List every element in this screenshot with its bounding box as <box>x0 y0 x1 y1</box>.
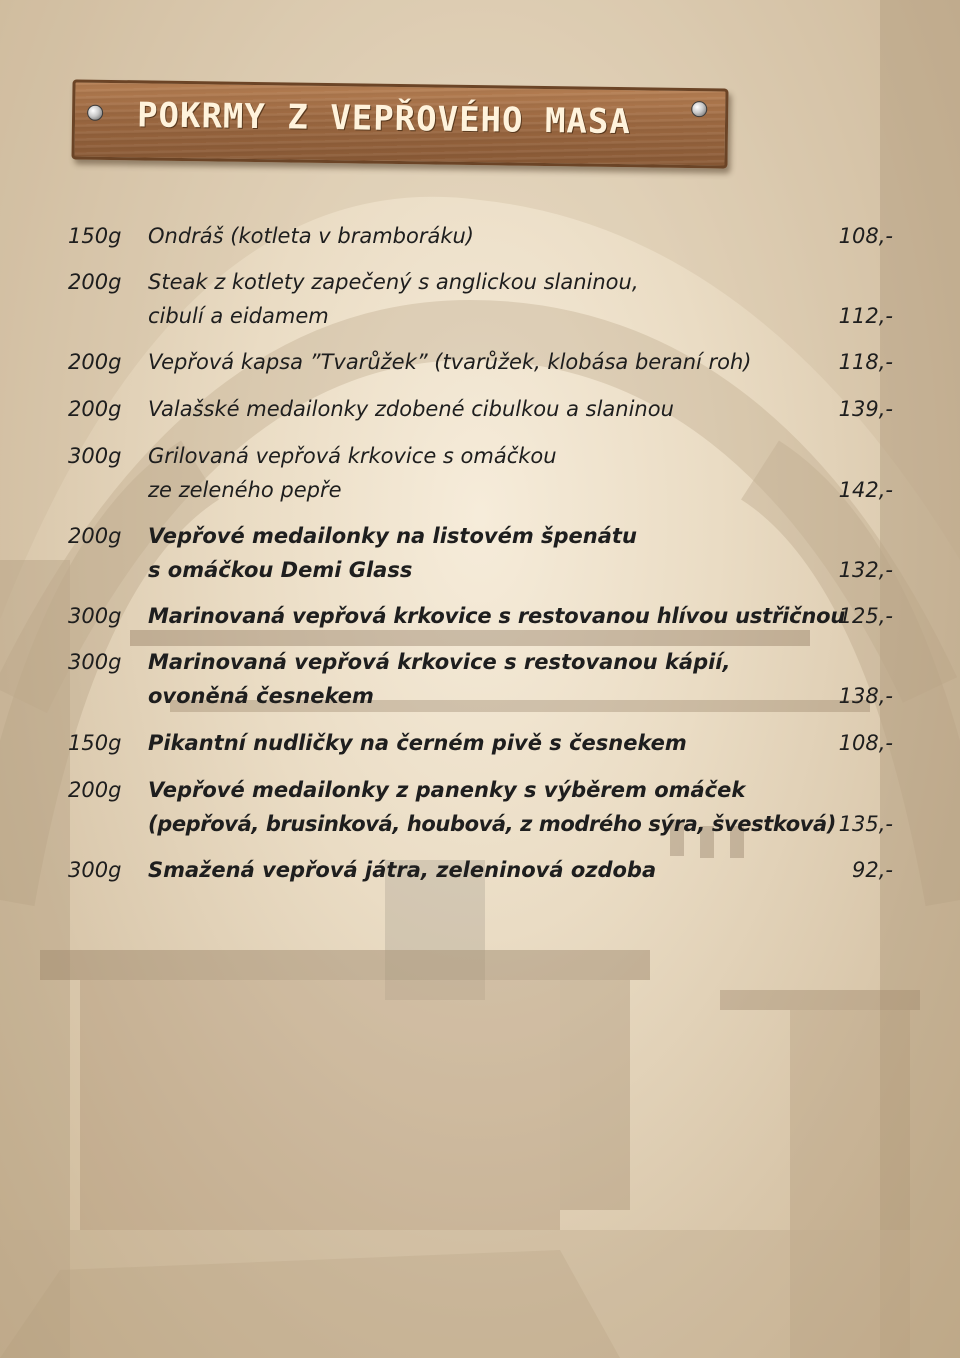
item-name: Marinovaná vepřová krkovice s restovanou kápií, <box>148 650 731 674</box>
item-name: Steak z kotlety zapečený s anglickou slaninou, <box>148 270 639 294</box>
item-price: 132,- <box>838 558 893 582</box>
item-name: Grilovaná vepřová krkovice s omáčkou <box>148 444 557 468</box>
item-name: Pikantní nudličky na černém pivě s česnekem <box>148 731 687 755</box>
item-name: Marinovaná vepřová krkovice s restovanou hlívou ustřičnou <box>148 604 846 628</box>
item-name-continued: ovoněná česnekem <box>148 684 374 708</box>
item-name: Vepřová kapsa ”Tvarůžek” (tvarůžek, klobása beraní roh) <box>148 350 752 374</box>
item-name: Smažená vepřová játra, zeleninová ozdoba <box>148 858 657 882</box>
item-name: Valašské medailonky zdobené cibulkou a slaninou <box>148 397 674 421</box>
item-price: 138,- <box>838 684 893 708</box>
item-name-continued: s omáčkou Demi Glass <box>148 558 413 582</box>
item-name: Vepřové medailonky z panenky s výběrem omáček <box>148 778 746 802</box>
item-weight: 200g <box>68 778 122 802</box>
item-name-continued: ze zeleného pepře <box>148 478 342 502</box>
item-name: Vepřové medailonky na listovém špenátu <box>148 524 637 548</box>
item-price: 139,- <box>838 397 893 421</box>
item-price: 125,- <box>838 604 893 628</box>
nail-icon <box>87 105 103 121</box>
item-name: Ondráš (kotleta v bramboráku) <box>148 224 474 248</box>
item-weight: 200g <box>68 524 122 548</box>
item-weight: 300g <box>68 858 122 882</box>
item-price: 108,- <box>838 224 893 248</box>
item-weight: 300g <box>68 604 122 628</box>
item-price: 135,- <box>838 812 893 836</box>
item-name-continued: (pepřová, brusinková, houbová, z modrého sýra, švestková) <box>148 812 836 836</box>
item-price: 118,- <box>838 350 893 374</box>
item-price: 108,- <box>838 731 893 755</box>
item-weight: 150g <box>68 224 122 248</box>
item-weight: 150g <box>68 731 122 755</box>
item-weight: 200g <box>68 350 122 374</box>
nail-icon <box>691 101 707 117</box>
item-price: 112,- <box>838 304 893 328</box>
item-weight: 300g <box>68 650 122 674</box>
item-weight: 300g <box>68 444 122 468</box>
item-name-continued: cibulí a eidamem <box>148 304 329 328</box>
item-price: 142,- <box>838 478 893 502</box>
page-title: POKRMY Z VEPŘOVÉHO MASA <box>136 95 632 143</box>
title-plank <box>71 79 728 168</box>
item-price: 92,- <box>852 858 893 882</box>
item-weight: 200g <box>68 270 122 294</box>
item-weight: 200g <box>68 397 122 421</box>
